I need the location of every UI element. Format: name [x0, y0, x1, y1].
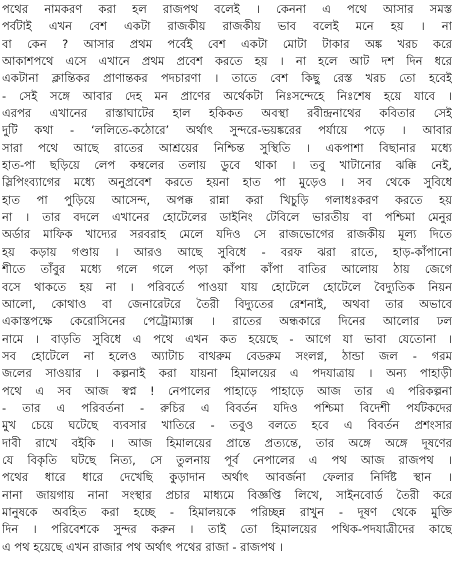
text-line: দাবী রাখে বইকি । আজ হিমালয়ের প্রান্তে প্রত্যন্তে, তার অঙ্গে অঙ্গে দূষণের: [2, 435, 452, 450]
text-line: হয় কড়ায় গণ্ডায় । আরও আছে সুবিধে - বরফ ঝরা রাতে, হাড়-কাঁপানো: [2, 244, 452, 259]
text-line: আলো, কোথাও বা জেনারেটরে তৈরী বিদ্যুতের রেশনাই, অথবা তার অভাবে: [2, 296, 452, 311]
text-line: দুটি কথা - ‘ললিতে-কঠোরে’ অর্থাৎ সুন্দরে-ভয়ঙ্করের পর্যায়ে পড়ে । আবার: [2, 123, 452, 138]
text-line: আকাশপথে এসে এখানে প্রথম প্রবেশ করতে হয় । না হলে আট দশ দিন ধরে: [2, 54, 452, 69]
text-line: শীতে তাঁবুর মধ্যে গলে গলে পড়া কাঁপা কাঁপা বাতির আলোয় ঠায় জেগে: [2, 262, 452, 277]
text-line: একটানা ক্লান্তিকর প্রাণান্তকর পদচারণা । তাতে বেশ কিছু রেস্ত খরচ তো হবেই: [2, 71, 452, 86]
text-line: পথে এ সব আজ স্বপ্ন ! নেপালের পাহাড়ে পাহাড়ে আজ তার এ পরিকল্পনা: [2, 383, 452, 398]
text-line: না । তার বদলে এখানের হোটেলের ডাইনিং টেবিলে ভারতীয় বা পশ্চিমা মেনুর: [2, 210, 452, 225]
text-line: একাস্তপক্ষে কেরোসিনের পেট্রোম্যাক্স । রাতের অন্ধকারে দিনের আলোর ঢল: [2, 314, 452, 329]
text-line: পথের ধারে ধারে দেখেছি কুড়াদান অর্থাৎ আবর্জনা ফেলার নির্দিষ্ট স্থান ।: [2, 470, 452, 485]
document-body: [2, 1, 452, 556]
text-line: বা কেন ? আসার প্রথম পর্বেই বেশ একটা মোটা টাকার অঙ্ক খরচ করে: [2, 36, 452, 51]
text-line: যে বিকৃতি ঘটছে নিত্য, সে তুলনায় পূর্ব নেপালের এ পথ আজ রাজপথ ।: [2, 452, 452, 467]
text-line: বসে থাকতে হয় না । পরিবর্তে পাওয়া যায় হোটেলে হোটেলে বৈদ্যুতিক নিয়ন: [2, 279, 452, 294]
text-line: নানা জায়গায় নানা সংস্থার প্রচার মাধ্যমে বিজ্ঞপ্তি লিখে, সাইনবোর্ড তৈরী করে: [2, 487, 452, 502]
text-line: নামে । বাড়তি সুবিধে এ পথে এখন কত হয়েছে - আগে যা ভাবা যেতোনা ।: [2, 331, 452, 346]
text-line: - তার এ পরিবর্তনা - রুচির এ বিবর্তন যদিও পশ্চিমা বিদেশী পর্যটকদের: [2, 400, 452, 415]
text-line: দিন । পরিবেশকে সুন্দর করুন । তাই তো হিমালয়ের পথিক-পদযাত্রীদের কাছে: [2, 522, 452, 537]
text-line: সারা পথে আছে রাতের আশ্রয়ের নিশ্চিন্ত সুস্থিতি । একপাশা বিছানার মধ্যে: [2, 140, 452, 155]
text-line: - সেই সঙ্গে আবার দেহ মন প্রাণের অর্থেকটা নিঃসন্দেহে নিঃশেষ হয়ে যাবে ।: [2, 88, 452, 103]
text-line: মানুষকে অবহিত করা হচ্ছে - হিমালয়কে পরিচ্ছন্ন রাখুন - দূষণ থেকে মুক্তি: [2, 504, 452, 519]
text-line: মুখ চেয়ে ঘটেছে ব্যবসার খাতিরে - তবুও বলতে হবে এ বিবর্তন প্রশংসার: [2, 418, 452, 433]
text-line: জলের সাওয়ার । কল্পনাই করা যায়না হিমালয়ের এ পদযাত্রায় । অন্য পাহাড়ী: [2, 366, 452, 381]
text-line: সব হোটেলে না হলেও অ্যাটাচ বাথরুম বেডরুম সংলগ্ন, ঠান্ডা জল - গরম: [2, 348, 452, 363]
text-line: অর্ডার মাফিক খাদ্যের সরবরাহ মেলে যদিও সে রাজভোগের রাজকীয় মূল্য দিতে: [2, 227, 452, 242]
text-line: হাত পা পুড়িয়ে আসেন্দ, অপক্ক রান্না করা খিচুড়ি গলাধঃকরণ করতে হয়: [2, 192, 452, 207]
text-line: হাত-পা ছড়িয়ে লেপ কম্বলের তলায় ডুবে থাকা । তবু খাটানোর ঝক্কি নেই,: [2, 158, 452, 173]
text-line: স্লিপিংব্যাগের মধ্যে অনুপ্রবেশ করতে হয়না হাত পা মুড়েও । সব থেকে সুবিধে: [2, 175, 452, 190]
text-line: পথের নামকরণ করা হল রাজপথ বলেই । কেননা এ পথে আসার সমস্ত: [2, 2, 452, 16]
text-line: এরপর এখানের রাস্তাঘাটের হাল হকিকত অবস্থা রবীন্দ্রনাথের কবিতার সেই: [2, 106, 452, 121]
text-line: পর্বটাই এখন বেশ একটা রাজকীয় রাজকীয় ভাব বলেই মনে হয় । না: [2, 19, 452, 34]
text-line: এ পথ হয়েছে এখন রাজার পথ অর্থাৎ পথের রাজা - রাজপথ ।: [2, 539, 284, 554]
